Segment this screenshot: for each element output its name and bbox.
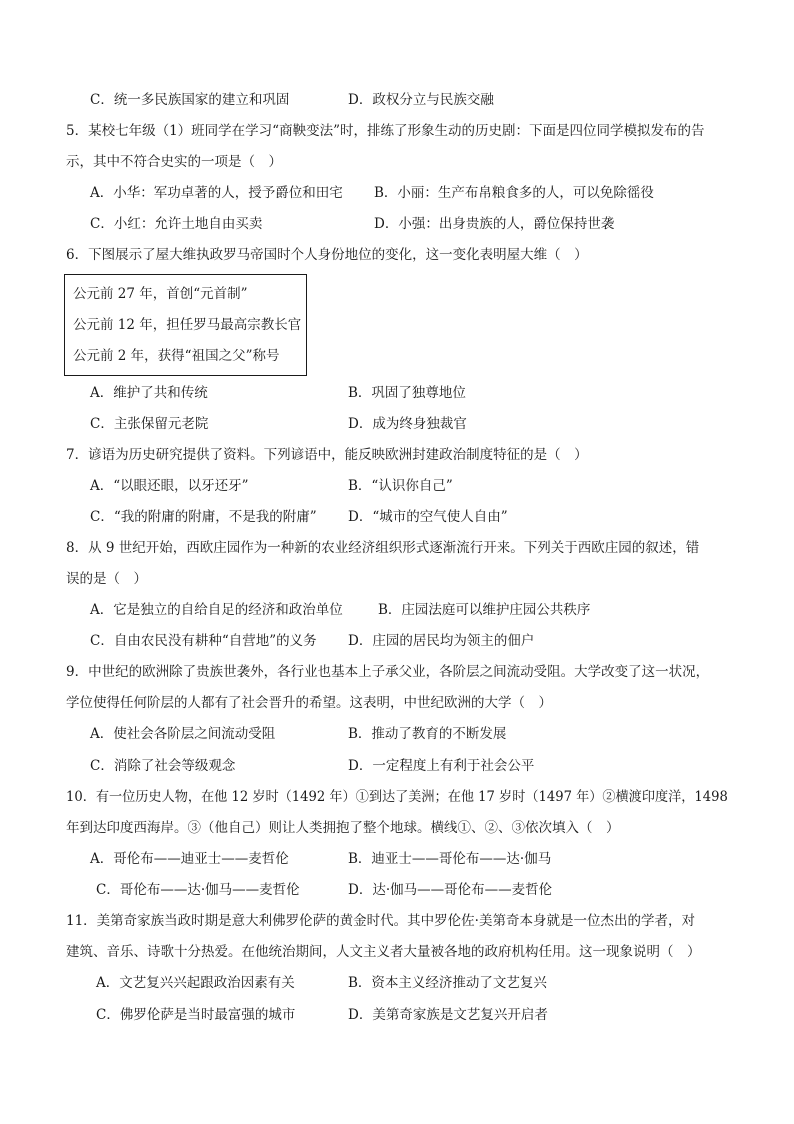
q7-option-d: D．“城市的空气使人自由” [348,509,508,525]
q10-option-c: C．哥伦布——达·伽马——麦哲伦 [96,882,300,898]
q5-option-c: C．小红：允许土地自由买卖 [90,216,263,232]
q6-option-c: C．主张保留元老院 [90,416,209,432]
q11-stem-line2: 建筑、音乐、诗歌十分热爱。在他统治期间，人文主义者大量被各地的政府机构任用。这一现象说明（ ） [66,944,701,960]
q6-stem: 6．下图展示了屋大维执政罗马帝国时个人身份地位的变化，这一变化表明屋大维（ ） [66,247,588,263]
q10-stem-line1: 10．有一位历史人物，在他 12 岁时（1492 年）①到达了美洲；在他 17 岁时（1497 年）②横渡印度洋，1498 [66,789,728,805]
q5-stem-line1: 5．某校七年级（1）班同学在学习“商鞅变法”时，排练了形象生动的历史剧：下面是四位同学模拟发布的告 [66,123,705,139]
q6-option-d: D．成为终身独裁官 [348,416,467,432]
q6-box-line-1: 公元前 27 年，首创“元首制” [73,286,248,302]
q6-option-a: A．维护了共和传统 [90,385,208,401]
q9-option-d: D．一定程度上有利于社会公平 [348,758,535,774]
q10-option-a: A．哥伦布——迪亚士——麦哲伦 [90,851,289,867]
q11-option-c: C．佛罗伦萨是当时最富强的城市 [96,1007,296,1023]
q8-stem-line1: 8．从 9 世纪开始，西欧庄园作为一种新的农业经济组织形式逐渐流行开来。下列关于西欧庄园的叙述，错 [66,540,700,556]
q11-option-d: D．美第奇家族是文艺复兴开启者 [348,1007,548,1023]
q9-stem-line2: 学位使得任何阶层的人都有了社会晋升的希望。这表明，中世纪欧洲的大学（ ） [66,695,552,711]
q5-option-b: B．小丽：生产布帛粮食多的人，可以免除徭役 [374,185,654,201]
q11-stem-line1: 11．美第奇家族当政时期是意大利佛罗伦萨的黄金时代。其中罗伦佐·美第奇本身就是一位杰出的学者，对 [66,913,695,929]
q9-option-b: B．推动了教育的不断发展 [348,726,507,742]
q4-option-d: D．政权分立与民族交融 [348,92,494,108]
q11-option-a: A．文艺复兴兴起跟政治因素有关 [96,975,295,991]
q8-option-c: C．自由农民没有耕种“自营地”的义务 [90,633,317,649]
q9-option-c: C．消除了社会等级观念 [90,758,236,774]
q8-stem-line2: 误的是（ ） [66,571,147,587]
q10-option-b: B．迪亚士——哥伦布——达·伽马 [348,851,552,867]
q9-option-a: A．使社会各阶层之间流动受阻 [90,726,276,742]
q5-stem-line2: 示，其中不符合史实的一项是（ ） [66,154,282,170]
q4-option-c: C．统一多民族国家的建立和巩固 [90,92,290,108]
q9-stem-line1: 9．中世纪的欧洲除了贵族世袭外，各行业也基本上子承父业，各阶层之间流动受阻。大学改变了这一状况， [66,664,710,680]
q5-option-d: D．小强：出身贵族的人，爵位保持世袭 [374,216,615,232]
q7-option-a: A．“以眼还眼，以牙还牙” [90,478,249,494]
q6-box-line-3: 公元前 2 年，获得“祖国之父”称号 [73,348,280,364]
q11-option-b: B．资本主义经济推动了文艺复兴 [348,975,547,991]
q8-option-b: B．庄园法庭可以维护庄园公共秩序 [378,602,591,618]
q7-option-c: C．“我的附庸的附庸，不是我的附庸” [90,509,317,525]
q8-option-d: D．庄园的居民均为领主的佃户 [348,633,535,649]
q6-box-line-2: 公元前 12 年，担任罗马最高宗教长官 [73,317,302,333]
q5-option-a: A．小华：军功卓著的人，授予爵位和田宅 [90,185,343,201]
q6-option-b: B．巩固了独尊地位 [348,385,466,401]
q8-option-a: A．它是独立的自给自足的经济和政治单位 [90,602,343,618]
q10-stem-line2: 年到达印度西海岸。③（他自己）则让人类拥抱了整个地球。横线①、②、③依次填入（ ） [66,820,620,836]
q7-stem: 7．谚语为历史研究提供了资料。下列谚语中，能反映欧洲封建政治制度特征的是（ ） [66,447,588,463]
q7-option-b: B．“认识你自己” [348,478,453,494]
q6-timeline-box [64,274,307,376]
q10-option-d: D．达·伽马——哥伦布——麦哲伦 [348,882,553,898]
